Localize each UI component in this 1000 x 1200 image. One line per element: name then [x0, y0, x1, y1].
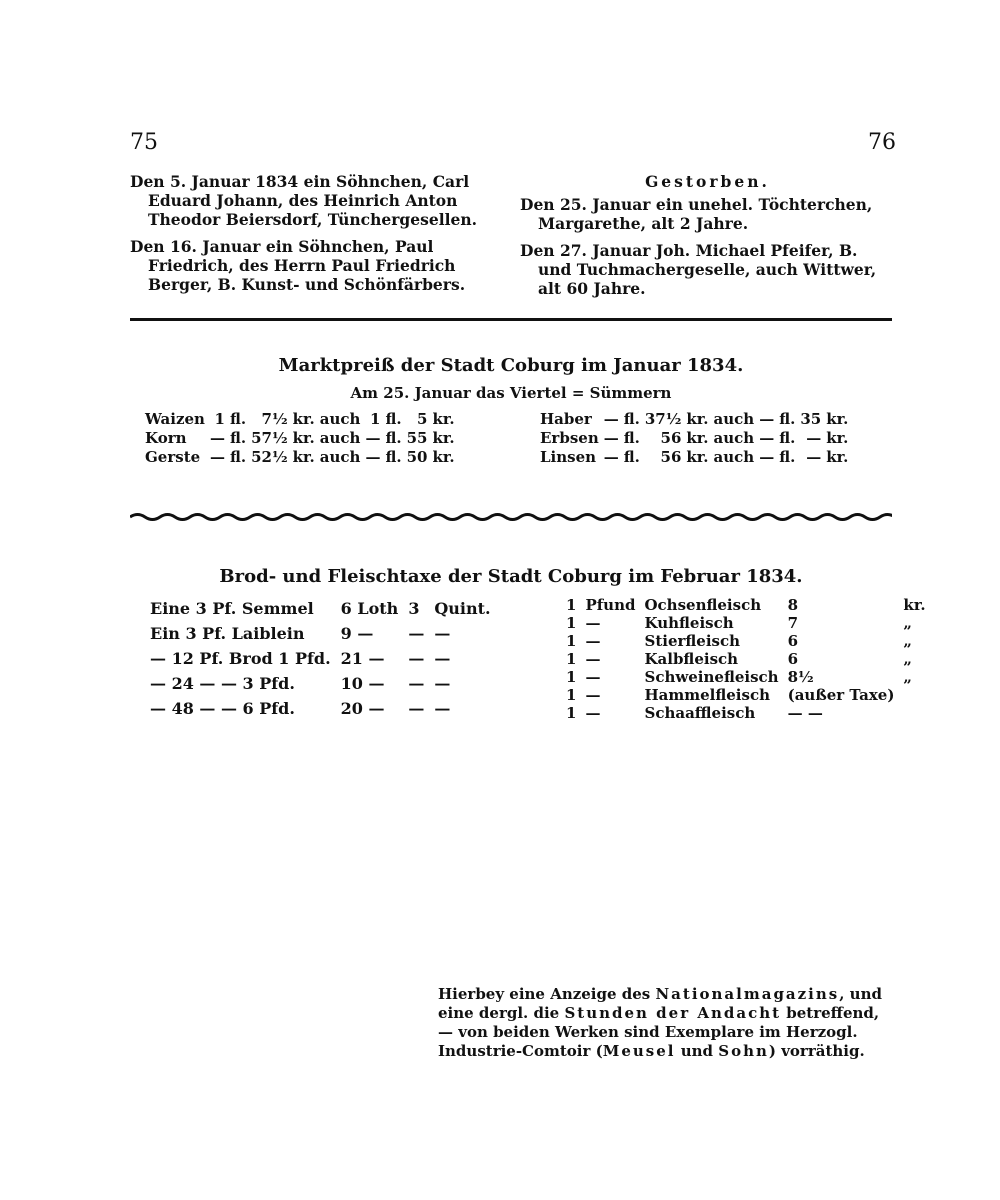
price-row: Korn — fl. 57½ kr. auch — fl. 55 kr. — [145, 429, 455, 447]
deaths-column — [520, 172, 895, 306]
magazine-name: Nationalmagazins — [655, 985, 840, 1003]
wavy-divider — [130, 510, 892, 524]
price-row: Waizen 1 fl. 7½ kr. auch 1 fl. 5 kr. — [145, 410, 455, 428]
meat-row: 1 — Kalbfleisch 6 „ — [566, 650, 913, 668]
bread-row: — 48 — — 6 Pfd. 20 — — — — [150, 699, 451, 718]
meat-row: 1 — Stierfleisch 6 „ — [566, 632, 913, 650]
meat-row: 1 — Schweinefleisch 8½ „ — [566, 668, 913, 686]
market-price-title: Marktpreiß der Stadt Coburg im Januar 1834. — [278, 355, 744, 376]
bread-row: — 12 Pf. Brod 1 Pfd. 21 — — — — [150, 649, 451, 668]
bread-tax-table — [150, 596, 501, 721]
bread-meat-tax-title: Brod- und Fleischtaxe der Stadt Coburg im Februar 1834. — [219, 566, 803, 587]
price-row: Gerste — fl. 52½ kr. auch — fl. 50 kr. — [145, 448, 455, 466]
devotion-title: Stunden der Andacht — [564, 1004, 782, 1022]
bread-row: Ein 3 Pf. Laiblein 9 — — — — [150, 624, 451, 643]
announcement-notice: Hierbey eine Anzeige des Nationalmagazins, und eine dergl. die Stunden der Andacht betreffend, — von beiden Werken sind Exemplare im Herzogl. Industrie-Comtoir (Meusel und Sohn) vorräthig. — [438, 985, 882, 1060]
page-number-left: 75 — [130, 130, 158, 155]
page-number-right: 76 — [868, 130, 896, 155]
meat-row: 1 — Schaaffleisch — — — [566, 704, 823, 722]
grain-prices-right — [540, 410, 853, 467]
death-entry: Den 25. Januar ein unehel. Töchterchen, Margarethe, alt 2 Jahre. — [520, 195, 873, 233]
birth-entry: Den 16. Januar ein Söhnchen, Paul Friedrich, des Herrn Paul Friedrich Berger, B. Kunst- und Schönfärbers. — [130, 237, 466, 294]
death-entry: Den 27. Januar Joh. Michael Pfeifer, B. und Tuchmachergeselle, auch Wittwer, alt 60 Jahre. — [520, 241, 877, 298]
meat-tax-table — [566, 596, 935, 722]
bread-row: — 24 — — 3 Pfd. 10 — — — — [150, 674, 451, 693]
price-row: Linsen — fl. 56 kr. auch — fl. — kr. — [540, 448, 849, 466]
thick-divider — [130, 318, 892, 321]
meat-row: 1 Pfund Ochsenfleisch 8 kr. — [566, 596, 926, 614]
market-price-subtitle: Am 25. Januar das Viertel = Sümmern — [350, 384, 672, 402]
birth-entry: Den 5. Januar 1834 ein Söhnchen, Carl Eduard Johann, des Heinrich Anton Theodor Beiersdorf, Tünchergesellen. — [130, 172, 478, 229]
firm-name: Meusel — [602, 1042, 676, 1060]
firm-name: Sohn — [718, 1042, 769, 1060]
meat-row: 1 — Hammelfleisch (außer Taxe) — [566, 686, 895, 704]
bread-row: Eine 3 Pf. Semmel 6 Loth 3 Quint. — [150, 599, 491, 618]
deaths-heading: Gestorben. — [645, 172, 770, 191]
price-row: Erbsen — fl. 56 kr. auch — fl. — kr. — [540, 429, 849, 447]
grain-prices-left — [145, 410, 460, 467]
births-column — [130, 172, 502, 302]
price-row: Haber — fl. 37½ kr. auch — fl. 35 kr. — [540, 410, 849, 428]
meat-row: 1 — Kuhfleisch 7 „ — [566, 614, 913, 632]
